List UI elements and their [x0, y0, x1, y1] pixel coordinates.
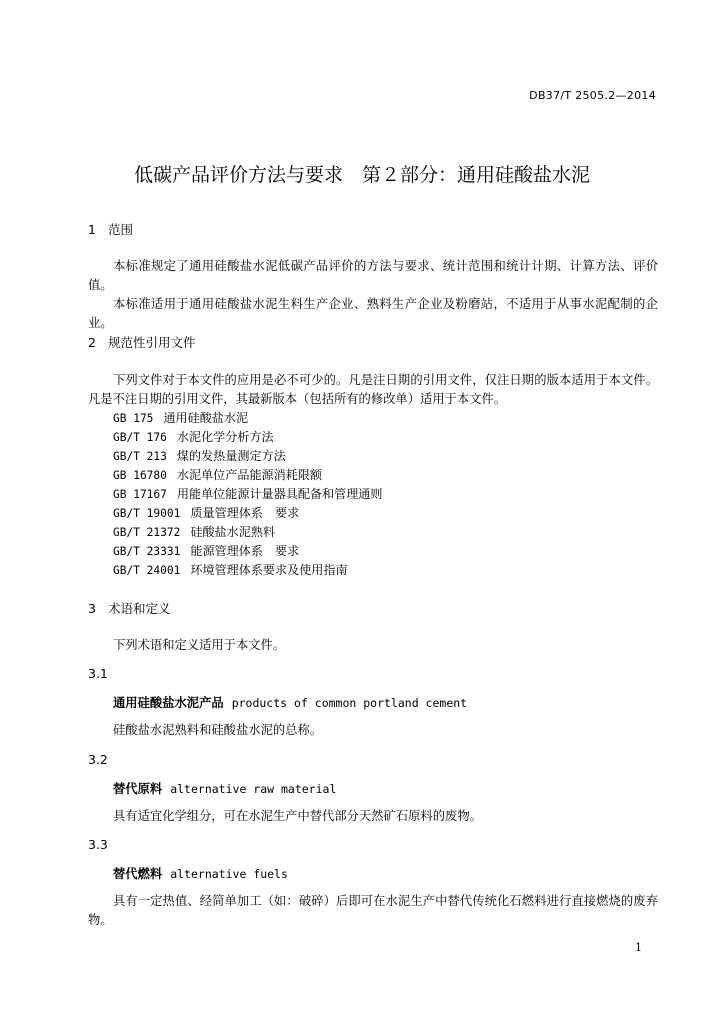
reference-name: 能源管理体系 要求: [190, 544, 300, 558]
paragraph: 下列文件对于本文件的应用是必不可少的。凡是注日期的引用文件，仅注日期的版本适用于本文件。凡是不注日期的引用文件，其最新版本（包括所有的修改单）适用于本文件。: [88, 373, 658, 406]
document-title: 低碳产品评价方法与要求 第２部分：通用硅酸盐水泥: [133, 164, 590, 186]
reference-item: [113, 504, 299, 521]
standard-code: DB37/T 2505.2—2014: [529, 89, 656, 102]
reference-code: GB/T 24001: [113, 564, 181, 577]
section-title: 范围: [108, 222, 134, 237]
reference-code: GB/T 21372: [113, 526, 181, 539]
reference-name: 硅酸盐水泥熟料: [190, 525, 276, 539]
paragraph: 本标准规定了通用硅酸盐水泥低碳产品评价的方法与要求、统计范围和统计计期、计算方法、评价值。: [88, 259, 658, 292]
section-2-intro: [88, 371, 658, 409]
term-definition: [88, 807, 658, 826]
reference-item: [113, 523, 275, 540]
reference-name: 水泥单位产品能源消耗限额: [176, 468, 323, 482]
term-en: products of common portland cement: [231, 696, 468, 710]
reference-item: [113, 542, 299, 559]
reference-name: 质量管理体系 要求: [190, 506, 300, 520]
reference-code: GB/T 19001: [113, 507, 181, 520]
reference-item: [113, 447, 286, 464]
reference-name: 通用硅酸盐水泥: [163, 411, 249, 425]
section-title: 规范性引用文件: [108, 335, 196, 350]
term-entry: [113, 864, 288, 882]
section-3-heading: [88, 599, 171, 617]
reference-code: GB/T 213: [113, 450, 167, 463]
reference-item: [113, 409, 248, 426]
paragraph: 硅酸盐水泥熟料和硅酸盐水泥的总称。: [113, 723, 323, 737]
reference-name: 水泥化学分析方法: [176, 430, 274, 444]
section-2-heading: [88, 333, 196, 351]
reference-code: GB/T 176: [113, 431, 167, 444]
section-3-intro: [88, 636, 658, 655]
term-en: alternative raw material: [170, 782, 337, 796]
term-zh: 替代燃料: [113, 867, 163, 881]
paragraph: 本标准适用于通用硅酸盐水泥生料生产企业、熟料生产企业及粉磨站，不适用于从事水泥配制的企业。: [88, 297, 658, 330]
section-1-heading: [88, 220, 133, 238]
term-number: 3.1: [88, 666, 108, 681]
reference-item: [113, 428, 274, 445]
reference-code: GB 17167: [113, 488, 167, 501]
term-entry: [113, 693, 467, 711]
reference-code: GB/T 23331: [113, 545, 181, 558]
reference-name: 煤的发热量测定方法: [176, 449, 286, 463]
term-entry: [113, 779, 336, 797]
term-zh: 通用硅酸盐水泥产品: [113, 696, 224, 710]
paragraph: 具有适宜化学组分，可在水泥生产中替代部分天然矿石原料的废物。: [113, 809, 482, 823]
term-number: 3.2: [88, 752, 108, 767]
section-1-body: [88, 257, 658, 333]
reference-item: [113, 466, 322, 483]
reference-item: [113, 561, 348, 578]
reference-code: GB 175: [113, 412, 154, 425]
reference-item: [113, 485, 383, 502]
section-number: 1: [88, 222, 96, 237]
reference-code: GB 16780: [113, 469, 167, 482]
section-title: 术语和定义: [108, 601, 171, 616]
section-number: 2: [88, 335, 96, 350]
term-en: alternative fuels: [170, 867, 288, 881]
section-number: 3: [88, 601, 96, 616]
term-definition: [88, 721, 658, 740]
page-number: 1: [635, 941, 642, 954]
paragraph: 具有一定热值、经简单加工（如：破碎）后即可在水泥生产中替代传统化石燃料进行直接燃烧的废弃物。: [88, 894, 658, 927]
reference-name: 环境管理体系要求及使用指南: [190, 563, 348, 577]
paragraph: 下列术语和定义适用于本文件。: [113, 638, 286, 652]
term-number: 3.3: [88, 837, 108, 852]
reference-name: 用能单位能源计量器具配备和管理通则: [176, 487, 383, 501]
term-zh: 替代原料: [113, 782, 163, 796]
term-definition: [88, 892, 658, 930]
